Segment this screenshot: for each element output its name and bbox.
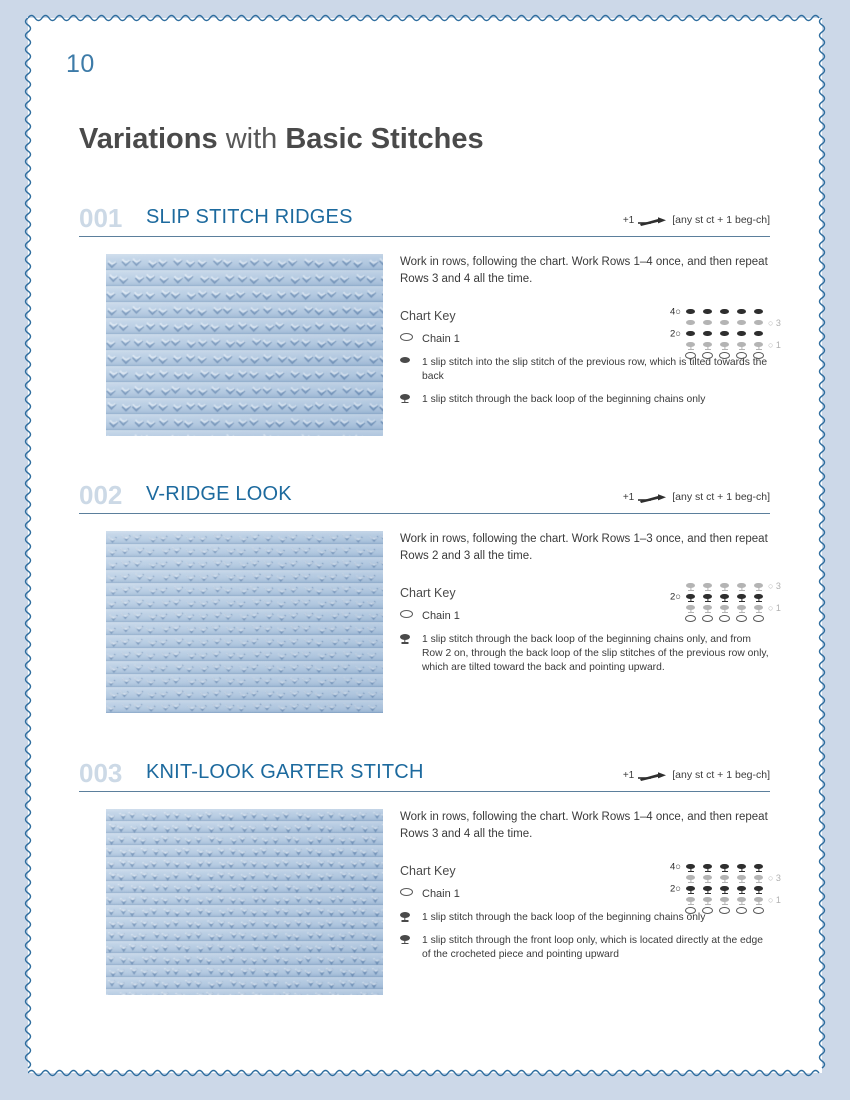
chart-symbol-chain-icon (685, 352, 696, 359)
chain-stitch-symbol-icon (400, 610, 413, 618)
stitch-chart-row (669, 861, 767, 872)
swatch-photo-canvas (106, 531, 383, 713)
chart-key-description: Chain 1 (422, 610, 460, 623)
chapter-title-part1: Variations (79, 123, 218, 155)
stitch-chart-cell (733, 875, 750, 881)
chart-row-label-right: ○ 1 (768, 339, 781, 350)
chart-symbol-dark-tail-icon (703, 594, 712, 600)
chart-symbol-light-tail-icon (720, 342, 729, 348)
stitch-chart-cell (682, 615, 699, 622)
stitch-chart-row (669, 591, 767, 602)
pattern-instructions: Work in rows, following the chart. Work Rows 1–3 once, and then repeat Rows 2 and 3 all the time. (400, 533, 768, 562)
chart-symbol-dark-tail-icon (686, 594, 695, 600)
chart-row-label-left: 2○ (669, 591, 681, 602)
stitch-chart-grid (669, 306, 781, 361)
pattern-stitch-count-note (623, 490, 770, 504)
divider (79, 236, 770, 237)
chart-row-label-right: ○ 3 (768, 317, 781, 328)
stitch-chart-cell (733, 615, 750, 622)
page-title (79, 123, 484, 156)
stitch-chart-cell (699, 594, 716, 600)
stitch-chart-cell (750, 907, 767, 914)
stitch-count-bracket: [any st ct + 1 beg-ch] (672, 214, 770, 226)
stitch-chart-cell (699, 886, 716, 892)
stitch-chart-diagram (669, 306, 781, 361)
chart-symbol-light-tail-icon (737, 605, 746, 611)
stitch-chart-cell (733, 594, 750, 600)
stitch-chart-cell (682, 352, 699, 359)
chart-symbol-chain-icon (736, 352, 747, 359)
stitch-chart-cell (699, 331, 716, 337)
swatch-photo (106, 531, 383, 713)
chart-symbol-dark-icon (686, 331, 695, 337)
stitch-chart-cell (716, 342, 733, 348)
stitch-chart-row (682, 613, 767, 624)
chapter-title-part2: with (225, 123, 278, 155)
chart-symbol-chain-icon (736, 907, 747, 914)
chart-symbol-dark-tail-icon (737, 864, 746, 870)
chart-key-title: Chart Key (400, 309, 456, 324)
pattern-stitch-count-note (623, 213, 770, 227)
chart-symbol-light-tail-icon (703, 875, 712, 881)
stitch-chart-cell (733, 352, 750, 359)
chart-row-label-right: ○ 1 (768, 602, 781, 613)
stitch-chart-cell (733, 605, 750, 611)
chart-row-label-left: 2○ (669, 883, 681, 894)
stitch-chart-cell (750, 352, 767, 359)
extra-chain-count: +1 (622, 214, 635, 226)
pattern-instructions: Work in rows, following the chart. Work Rows 1–4 once, and then repeat Rows 3 and 4 all the time. (400, 811, 768, 840)
chart-symbol-light-tail-icon (737, 897, 746, 903)
stitch-chart-row (669, 328, 767, 339)
swatch-photo (106, 809, 383, 995)
stitch-chart-cell (716, 331, 733, 337)
stitch-chart-cell (750, 594, 767, 600)
stitch-chart-cell (750, 583, 767, 589)
chart-symbol-light-tail-icon (686, 583, 695, 589)
chart-key-symbol (400, 934, 422, 941)
arrow-right-icon (638, 213, 668, 227)
pattern-number: 003 (79, 758, 123, 788)
swatch-photo-canvas (106, 254, 383, 436)
chart-key-symbol (400, 887, 422, 896)
stitch-chart-cell (682, 864, 699, 870)
pattern-block-001 (79, 203, 781, 405)
chart-key-symbol (400, 911, 422, 918)
chart-symbol-dark-icon (754, 331, 763, 337)
chart-symbol-chain-icon (719, 615, 730, 622)
stitch-chart-cell (716, 309, 733, 315)
slip-stitch-back-loop-symbol-icon (400, 634, 410, 640)
chart-key-description: 1 slip stitch through the back loop of the beginning chains only (422, 393, 706, 405)
stitch-chart-row (682, 350, 767, 361)
stitch-chart-cell (699, 583, 716, 589)
swatch-photo-canvas (106, 809, 383, 995)
stitch-chart-cell (699, 615, 716, 622)
stitch-chart-cell (682, 583, 699, 589)
chart-key-item (400, 633, 770, 675)
stitch-chart-cell (733, 342, 750, 348)
page-border-top (28, 13, 822, 23)
chart-symbol-light-tail-icon (737, 583, 746, 589)
chart-symbol-light-tail-icon (754, 605, 763, 611)
stitch-chart-cell (733, 320, 750, 326)
page-border-left (23, 18, 33, 1073)
stitch-chart-row (682, 580, 781, 591)
chart-symbol-light-tail-icon (737, 342, 746, 348)
chart-symbol-dark-icon (737, 331, 746, 337)
chart-symbol-dark-tail-icon (737, 886, 746, 892)
chart-key-description: Chain 1 (422, 888, 460, 901)
chart-key-symbol (400, 633, 422, 640)
chart-row-label-left: 4○ (669, 861, 681, 872)
chart-symbol-dark-icon (686, 309, 695, 315)
stitch-chart-cell (682, 594, 699, 600)
stitch-chart-cell (716, 352, 733, 359)
chart-key-description: Chain 1 (422, 333, 460, 346)
chart-symbol-dark-tail-icon (686, 886, 695, 892)
chart-symbol-dark-tail-icon (720, 594, 729, 600)
stitch-chart-cell (750, 342, 767, 348)
stitch-chart-cell (682, 331, 699, 337)
stitch-chart-row (682, 317, 781, 328)
chart-symbol-dark-icon (703, 309, 712, 315)
chart-symbol-chain-icon (702, 352, 713, 359)
chart-symbol-chain-icon (736, 615, 747, 622)
chart-symbol-chain-icon (702, 907, 713, 914)
chart-symbol-dark-tail-icon (720, 886, 729, 892)
stitch-chart-cell (750, 309, 767, 315)
page-border-bottom (28, 1068, 822, 1078)
stitch-chart-cell (750, 897, 767, 903)
chart-symbol-chain-icon (685, 615, 696, 622)
divider (79, 791, 770, 792)
stitch-chart-row (682, 905, 767, 916)
stitch-chart-cell (716, 864, 733, 870)
chart-symbol-light-tail-icon (754, 342, 763, 348)
chain-stitch-symbol-icon (400, 888, 413, 896)
stitch-chart-cell (750, 615, 767, 622)
chart-symbol-light-tail-icon (754, 583, 763, 589)
chart-key-title: Chart Key (400, 864, 456, 879)
swatch-photo (106, 254, 383, 436)
pattern-number: 001 (79, 203, 123, 233)
pattern-instructions: Work in rows, following the chart. Work Rows 1–4 once, and then repeat Rows 3 and 4 all the time. (400, 256, 768, 285)
chart-row-label-right: ○ 3 (768, 580, 781, 591)
pattern-name: KNIT-LOOK GARTER STITCH (146, 761, 424, 783)
stitch-chart-cell (716, 583, 733, 589)
stitch-chart-cell (699, 605, 716, 611)
chart-key-title: Chart Key (400, 586, 456, 601)
chart-symbol-chain-icon (719, 352, 730, 359)
chart-key-description: 1 slip stitch through the front loop only, which is located directly at the edge of the crocheted piece and pointing upward (422, 935, 763, 960)
stitch-chart-cell (716, 594, 733, 600)
stitch-chart-cell (750, 886, 767, 892)
stitch-chart-cell (682, 886, 699, 892)
stitch-chart-row (682, 602, 781, 613)
pattern-block-003 (79, 758, 781, 960)
stitch-chart-cell (699, 907, 716, 914)
stitch-chart-cell (699, 342, 716, 348)
extra-chain-count: +1 (622, 769, 635, 781)
stitch-chart-cell (699, 864, 716, 870)
chart-key-description: 1 slip stitch into the slip stitch of the previous row, which is tilted towards the back (422, 357, 768, 383)
stitch-chart-cell (716, 907, 733, 914)
chart-symbol-chain-icon (685, 907, 696, 914)
stitch-chart-cell (716, 605, 733, 611)
chart-symbol-light-icon (737, 320, 746, 326)
extra-chain-count: +1 (622, 491, 635, 503)
pattern-header (79, 203, 770, 237)
stitch-chart-cell (716, 875, 733, 881)
chart-key-item (400, 934, 770, 962)
chart-key-symbol (400, 609, 422, 618)
pattern-name: SLIP STITCH RIDGES (146, 206, 353, 228)
chart-symbol-light-tail-icon (703, 342, 712, 348)
stitch-count-bracket: [any st ct + 1 beg-ch] (672, 491, 770, 503)
chart-symbol-light-tail-icon (720, 897, 729, 903)
slip-stitch-back-loop-symbol-icon (400, 394, 410, 400)
chart-symbol-light-tail-icon (720, 583, 729, 589)
chart-symbol-chain-icon (753, 907, 764, 914)
chart-key-symbol (400, 332, 422, 341)
stitch-chart-cell (682, 907, 699, 914)
stitch-chart-cell (682, 605, 699, 611)
chart-symbol-light-tail-icon (686, 875, 695, 881)
chart-symbol-dark-tail-icon (754, 594, 763, 600)
stitch-chart-cell (750, 864, 767, 870)
chart-symbol-dark-icon (754, 309, 763, 315)
stitch-chart-cell (733, 907, 750, 914)
stitch-chart-cell (733, 886, 750, 892)
chart-symbol-dark-tail-icon (720, 864, 729, 870)
page-number: 10 (66, 50, 95, 78)
chart-symbol-light-tail-icon (703, 605, 712, 611)
chart-symbol-light-icon (754, 320, 763, 326)
stitch-chart-diagram (669, 580, 781, 624)
stitch-chart-cell (733, 309, 750, 315)
stitch-chart-cell (750, 605, 767, 611)
chart-row-label-right: ○ 1 (768, 894, 781, 905)
chart-symbol-light-tail-icon (686, 897, 695, 903)
chart-symbol-dark-tail-icon (737, 594, 746, 600)
chart-row-label-right: ○ 3 (768, 872, 781, 883)
chart-symbol-light-icon (703, 320, 712, 326)
chart-symbol-light-tail-icon (754, 897, 763, 903)
chart-symbol-dark-icon (703, 331, 712, 337)
stitch-chart-diagram (669, 861, 781, 916)
chapter-title-part3: Basic Stitches (285, 123, 484, 155)
stitch-chart-cell (699, 875, 716, 881)
chart-symbol-light-tail-icon (703, 897, 712, 903)
stitch-chart-grid (669, 580, 781, 624)
page-sheet (28, 18, 822, 1073)
stitch-chart-cell (699, 309, 716, 315)
chart-symbol-chain-icon (702, 615, 713, 622)
stitch-chart-cell (733, 331, 750, 337)
stitch-chart-cell (716, 886, 733, 892)
chart-symbol-chain-icon (753, 352, 764, 359)
page-border-right (817, 18, 827, 1073)
stitch-chart-row (669, 883, 767, 894)
pattern-header (79, 480, 770, 514)
chart-symbol-chain-icon (753, 615, 764, 622)
chart-key-symbol (400, 356, 422, 363)
chart-symbol-dark-icon (720, 331, 729, 337)
pattern-header (79, 758, 770, 792)
stitch-chart-cell (716, 897, 733, 903)
chart-key-item (400, 393, 770, 407)
stitch-chart-cell (699, 320, 716, 326)
stitch-chart-cell (750, 875, 767, 881)
chart-symbol-light-tail-icon (754, 875, 763, 881)
slip-stitch-back-loop-symbol-icon (400, 935, 410, 941)
stitch-chart-cell (716, 615, 733, 622)
stitch-chart-cell (750, 320, 767, 326)
chart-symbol-chain-icon (719, 907, 730, 914)
divider (79, 513, 770, 514)
stitch-chart-cell (699, 897, 716, 903)
chart-symbol-light-tail-icon (686, 342, 695, 348)
stitch-chart-grid (669, 861, 781, 916)
stitch-count-bracket: [any st ct + 1 beg-ch] (672, 769, 770, 781)
chain-stitch-symbol-icon (400, 333, 413, 341)
stitch-chart-cell (750, 331, 767, 337)
chart-key-symbol (400, 393, 422, 400)
chart-symbol-dark-icon (737, 309, 746, 315)
pattern-stitch-count-note (623, 768, 770, 782)
arrow-right-icon (638, 768, 668, 782)
chart-symbol-dark-tail-icon (686, 864, 695, 870)
stitch-chart-cell (733, 897, 750, 903)
chart-symbol-light-tail-icon (720, 605, 729, 611)
chart-symbol-light-tail-icon (686, 605, 695, 611)
stitch-chart-cell (682, 309, 699, 315)
stitch-chart-cell (733, 583, 750, 589)
arrow-right-icon (638, 490, 668, 504)
pattern-block-002 (79, 480, 781, 673)
chart-symbol-light-tail-icon (737, 875, 746, 881)
chart-symbol-light-tail-icon (720, 875, 729, 881)
chart-symbol-dark-icon (720, 309, 729, 315)
chart-symbol-light-icon (686, 320, 695, 326)
chart-symbol-dark-tail-icon (754, 864, 763, 870)
stitch-chart-row (669, 306, 767, 317)
chart-key-description: 1 slip stitch through the back loop of the beginning chains only (422, 912, 706, 924)
chart-row-label-left: 4○ (669, 306, 681, 317)
stitch-chart-cell (682, 320, 699, 326)
stitch-chart-row (682, 872, 781, 883)
stitch-chart-cell (699, 352, 716, 359)
chart-symbol-light-icon (720, 320, 729, 326)
stitch-chart-cell (682, 342, 699, 348)
stitch-chart-cell (716, 320, 733, 326)
chart-row-label-left: 2○ (669, 328, 681, 339)
stitch-chart-cell (733, 864, 750, 870)
chart-symbol-dark-tail-icon (703, 864, 712, 870)
stitch-chart-row (682, 339, 781, 350)
slip-stitch-symbol-icon (400, 357, 410, 363)
pattern-number: 002 (79, 480, 123, 510)
chart-key-description: 1 slip stitch through the back loop of the beginning chains only, and from Row 2 on, through the back loop of the slip stitches of the previous row only, which are tilted toward the back and pointing upward. (422, 634, 769, 673)
slip-stitch-back-loop-symbol-icon (400, 912, 410, 918)
chart-symbol-dark-tail-icon (754, 886, 763, 892)
stitch-chart-cell (682, 897, 699, 903)
stitch-chart-row (682, 894, 781, 905)
chart-symbol-dark-tail-icon (703, 886, 712, 892)
chart-symbol-light-tail-icon (703, 583, 712, 589)
pattern-name: V-RIDGE LOOK (146, 483, 292, 505)
stitch-chart-cell (682, 875, 699, 881)
